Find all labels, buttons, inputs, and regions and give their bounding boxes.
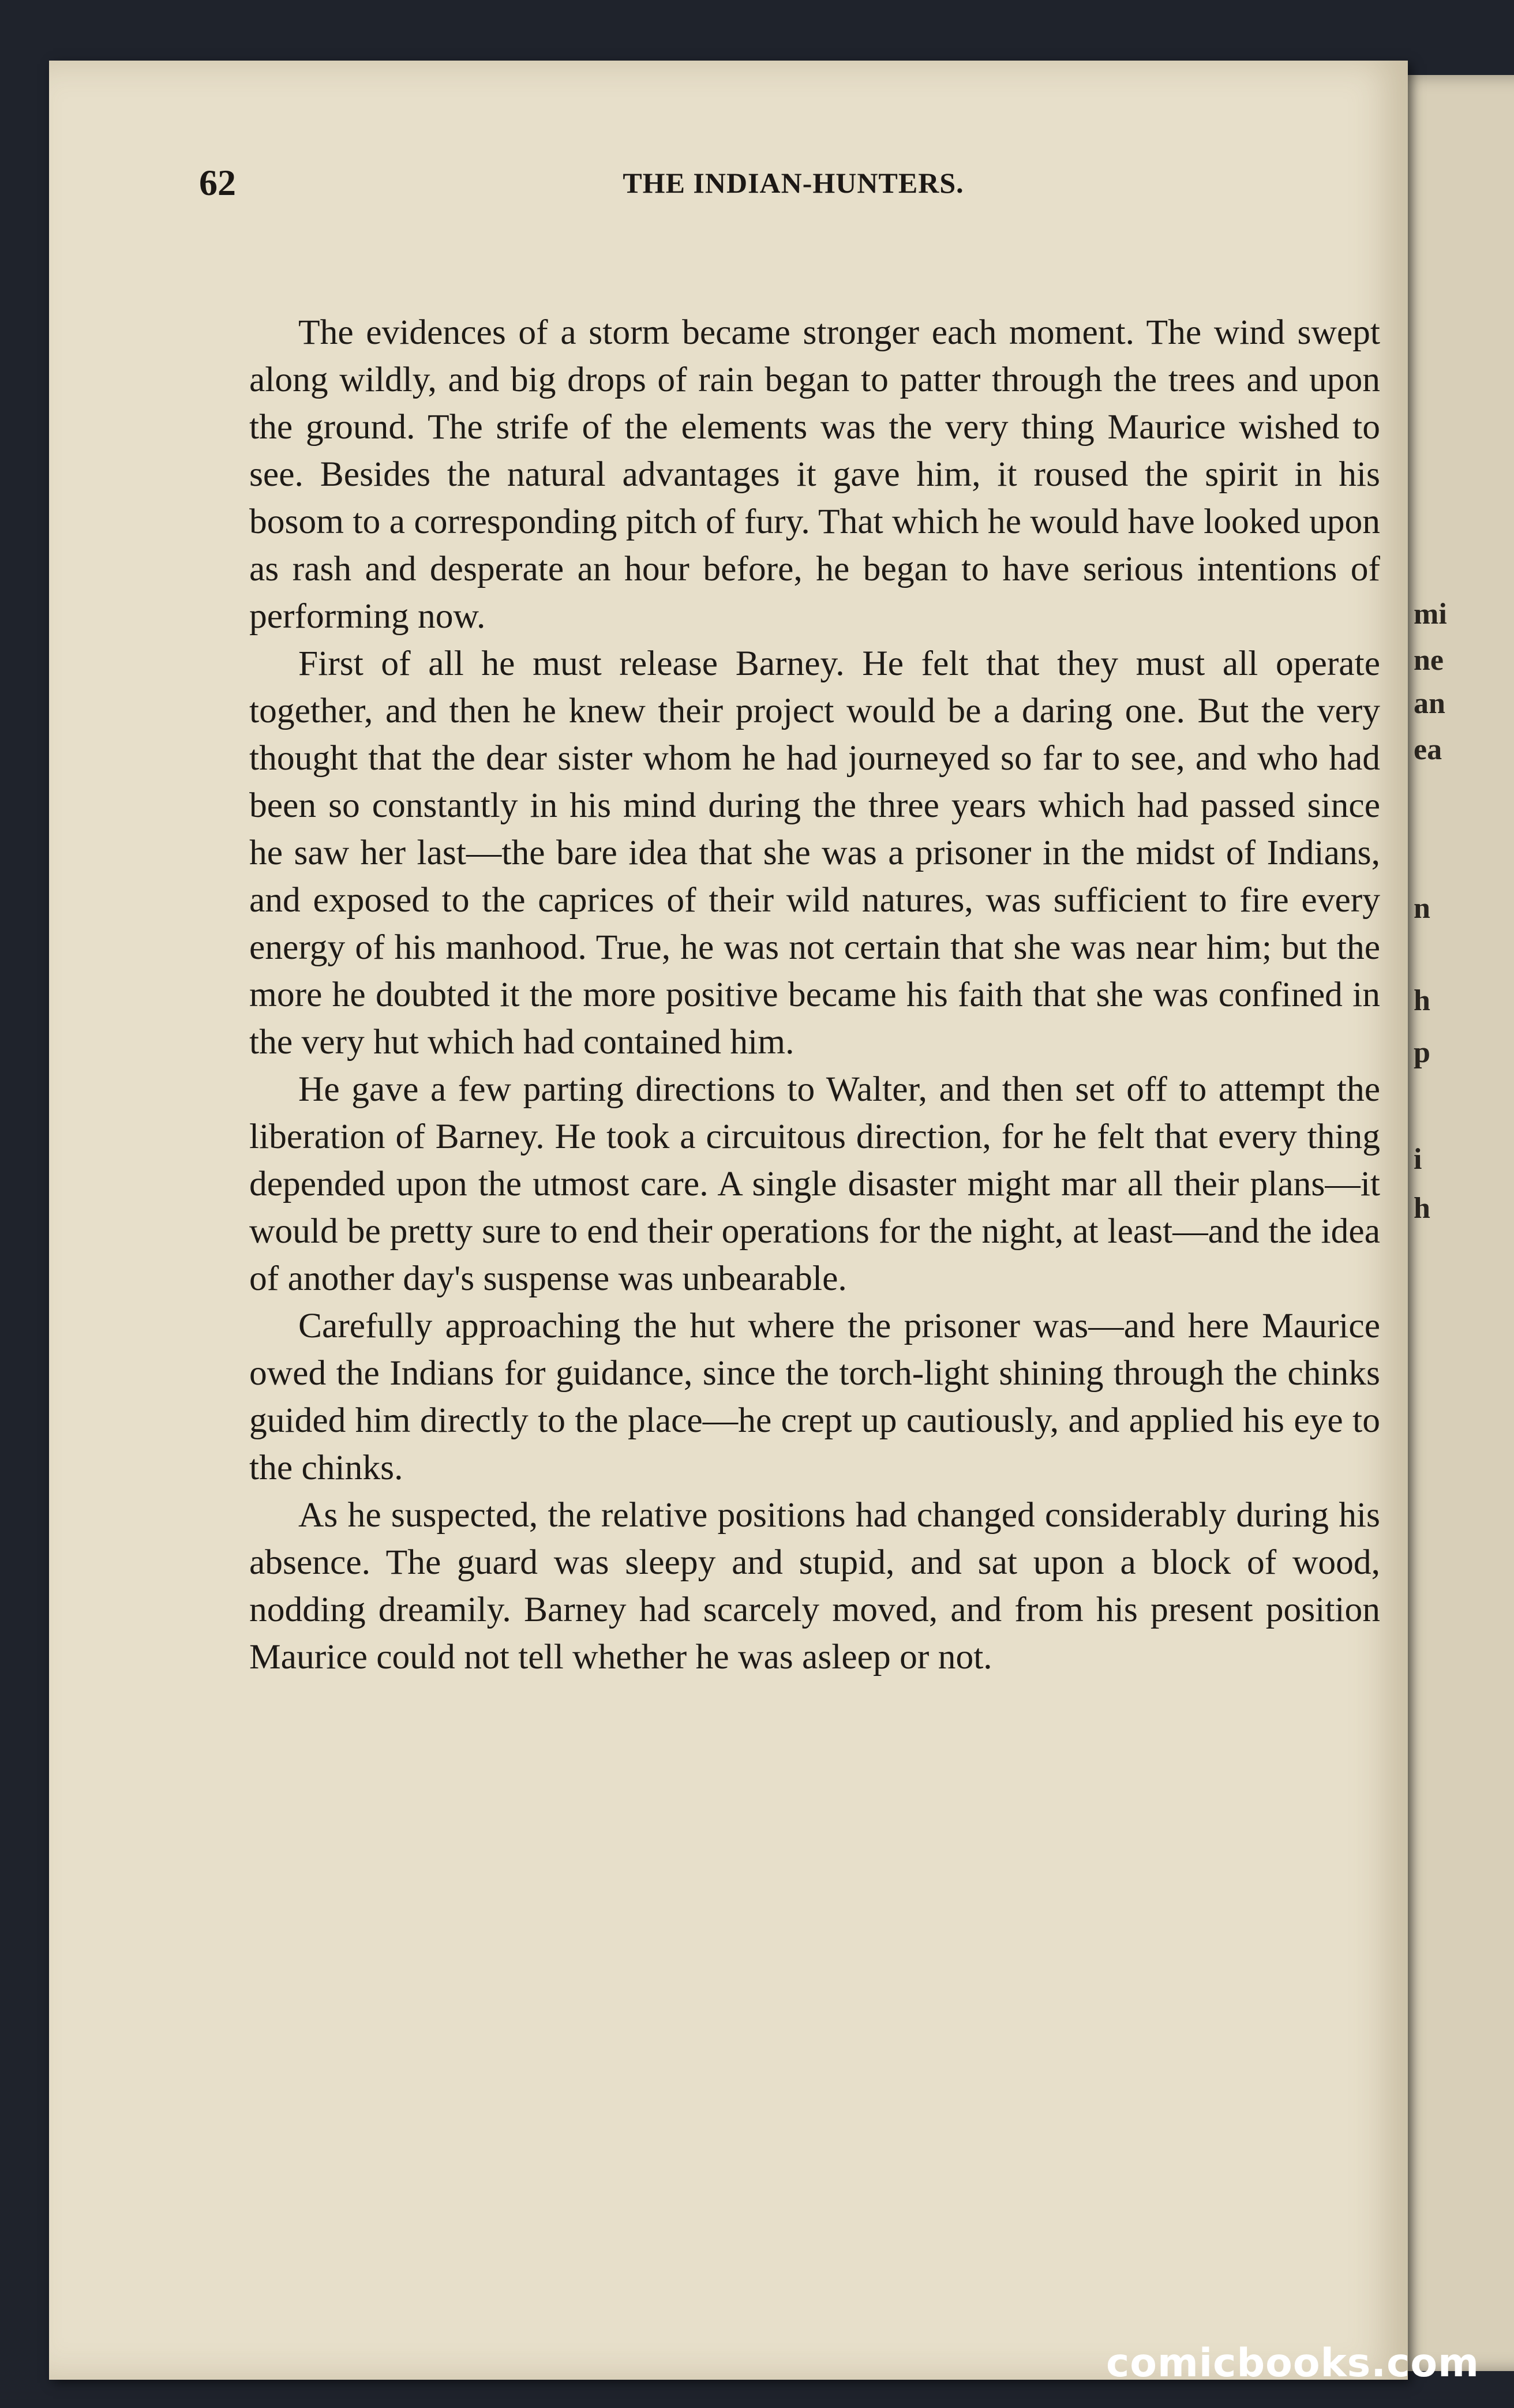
facing-page-fragment: p [1414,1036,1430,1069]
facing-page-fragment: mi [1414,598,1447,631]
facing-page-fragment: i [1414,1143,1422,1176]
page-number: 62 [199,162,236,203]
paragraph: Carefully approaching the hut where the prisoner was—and here Maurice owed the Indians for guidance, since the torch-light shining through the chinks guided him directly to the place—he crept up cautiously, and applied his eye to the chinks. [249,1306,1380,1487]
facing-page-fragment: n [1414,892,1430,925]
facing-page-fragment: ea [1414,733,1442,766]
facing-page-fragment: h [1414,1192,1430,1225]
facing-page-fragment: h [1414,984,1430,1017]
paragraph: The evidences of a storm became stronger each moment. The wind swept along wildly, and big drops of rain began to patter through the trees and upon the ground. The strife of the elements was the very thing Maurice wished to see. Besides the natural advantages it gave him, it roused the spirit in his bosom to a corresponding pitch of fury. That which he would have looked upon as rash and desperate an hour before, he began to have serious intentions of performing now. [249,313,1380,636]
facing-page-edge [1396,75,1514,2371]
facing-page-fragment: ne [1414,644,1444,677]
facing-page-fragment: an [1414,687,1445,720]
paragraph: As he suspected, the relative positions had changed considerably during his absence. The guard was sleepy and stupid, and sat upon a block of wood, nodding dreamily. Barney had scarcely moved, and from his present position Maurice could not tell whether he was asleep or not. [249,1495,1380,1676]
body-text [249,309,1380,1681]
paragraph: He gave a few parting directions to Walter, and then set off to attempt the liberation of Barney. He took a circuitous direction, for he felt that every thing depended upon the utmost care. A single disaster might mar all their plans—it would be pretty sure to end their operations for the night, at least—and the idea of another day's suspense was unbearable. [249,1070,1380,1298]
paragraph: First of all he must release Barney. He felt that they must all operate together, and then he knew their project would be a daring one. But the very thought that the dear sister whom he had journeyed so far to see, and who had been so constantly in his mind during the three years which had passed since he saw her last—the bare idea that she was a prisoner in the midst of Indians, and exposed to the caprices of their wild natures, was sufficient to fire every energy of his manhood. True, he was not certain that she was near him; but the more he doubted it the more positive became his faith that she was confined in the very hut which had contained him. [249,644,1380,1062]
watermark: comicbooks.com [1105,2341,1479,2386]
page-header [199,162,1388,213]
running-title: THE INDIAN-HUNTERS. [623,167,964,199]
